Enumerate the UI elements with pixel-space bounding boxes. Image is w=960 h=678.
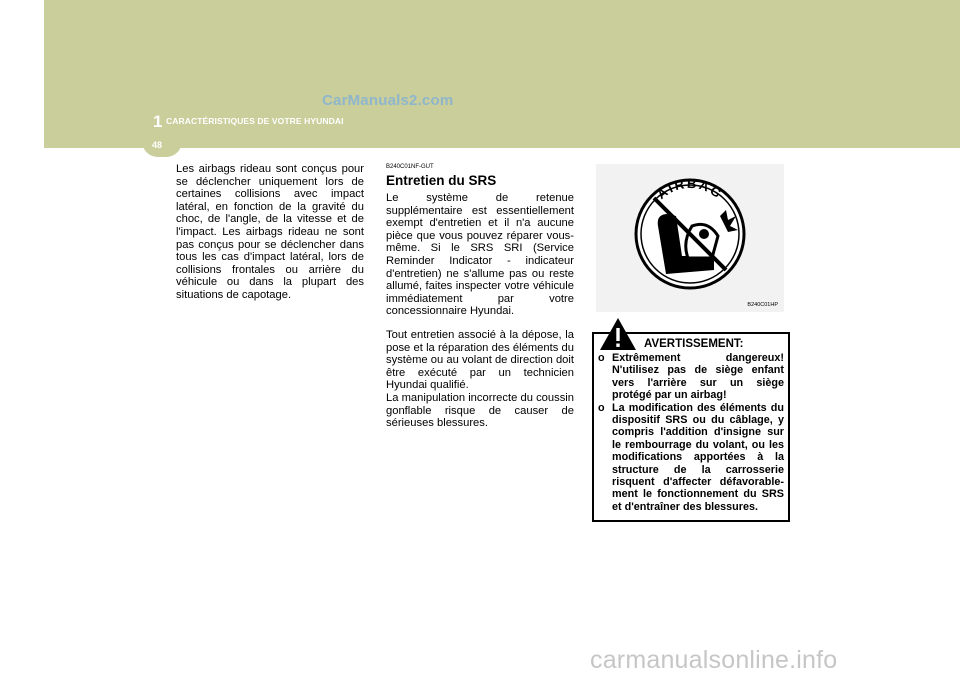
middle-column (386, 163, 574, 430)
curtain-airbag-paragraph: Les airbags rideau sont conçus pour se déclencher uniquement lors de certaines collisions avec impact latéral, en fonction de la gravité du choc, de l'angle, de la vitesse et de l'impact. Les airbags rideau ne sont pas conçus pour se déclencher dans tous les cas d'impact latéral, lors de collisions frontales ou arrière du véhicule ou dans la plupart des situations de capotage. (176, 163, 364, 301)
top-watermark: CarManuals2.com (322, 92, 454, 109)
srs-maintenance-paragraph: Le système de retenue supplémentaire est essentiellement exempt d'entretien et il n'a aucune pièce que vous pouvez réparer vous-même. Si le SRS SRI (Service Reminder Indicator - indicateur d'entretien) ne s'allume pas ou reste allumé, faites inspecter votre véhicule immédiatement par votre concessionnaire Hyundai. (386, 192, 574, 318)
no-rear-facing-seat-icon (596, 164, 784, 312)
warning-item-text: Extrêmement dangereux! N'utilisez pas de siège enfant vers l'arrière sur un siège protégé par un airbag! (612, 352, 784, 402)
warning-box (592, 332, 790, 522)
page-number: 48 (152, 140, 163, 150)
airbag-arc-label: AIRBAG (654, 175, 726, 202)
chapter-number: 1 (153, 112, 163, 131)
srs-service-paragraph: Tout entretien associé à la dépose, la pose et la réparation des éléments du système ou au volant de direction doit être exécuté par un technicien Hyundai qualifié. (386, 328, 574, 392)
footer-watermark: carmanualsonline.info (590, 646, 838, 674)
warning-item (598, 352, 784, 402)
warning-triangle-icon (599, 317, 637, 351)
figure-code: B240C01HP (747, 302, 778, 308)
warning-title: AVERTISSEMENT: (644, 338, 744, 350)
section-heading: Entretien du SRS (386, 173, 497, 188)
left-column (176, 163, 364, 302)
warning-item-text: La modification des éléments du dispositif SRS ou du câblage, y compris l'addition d'insigne sur le rembourrage du volant, ou les modifications apportées à la structure de la carrosserie risquent d'affecter défavorable-ment le fonctionnement du SRS et d'entraîner des blessures. (612, 401, 784, 513)
chapter-title: CARACTÉRISTIQUES DE VOTRE HYUNDAI (166, 116, 344, 126)
srs-handling-paragraph: La manipulation incorrecte du coussin gonflable risque de causer de sérieuses blessures. (386, 391, 574, 430)
section-code: B240C01NF-GUT (386, 164, 434, 170)
airbag-figure (596, 164, 784, 312)
warning-bullet: o (598, 352, 605, 364)
warning-bullet: o (598, 401, 605, 414)
warning-list (598, 352, 784, 513)
warning-item (598, 402, 784, 514)
